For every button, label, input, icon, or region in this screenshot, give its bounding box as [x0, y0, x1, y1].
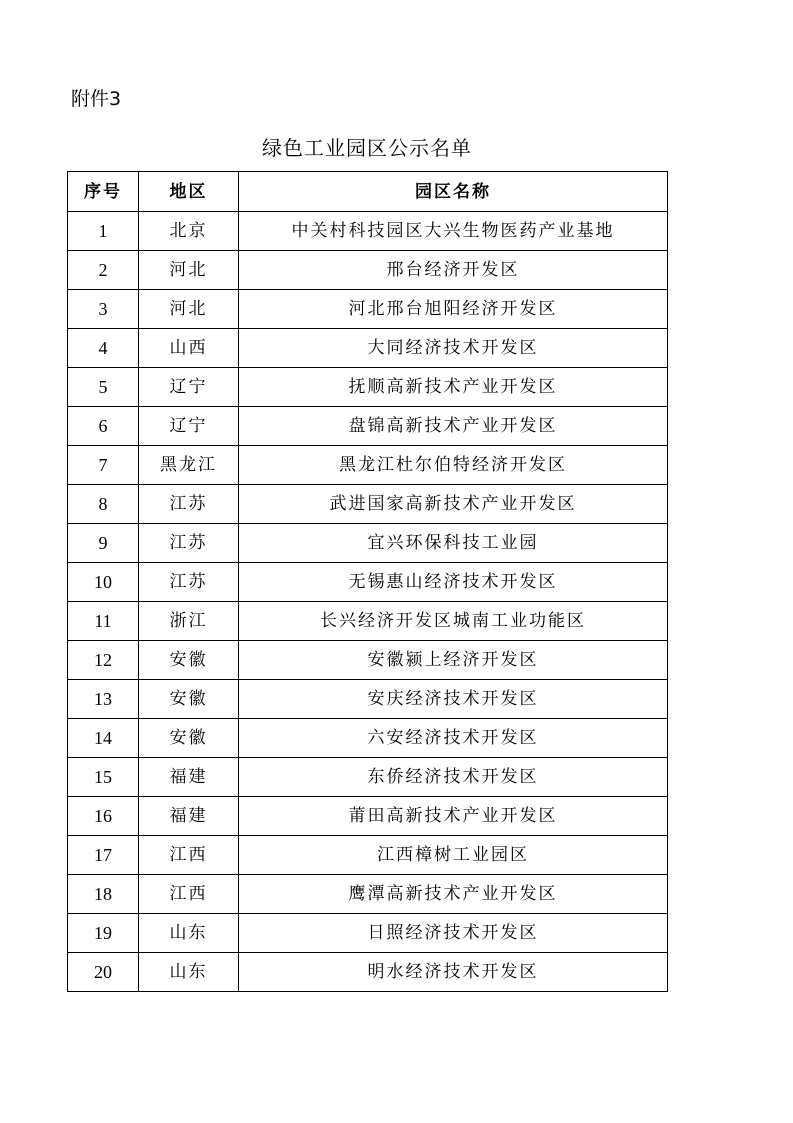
row-park-name: 邢台经济开发区	[239, 251, 668, 290]
table-row	[68, 680, 668, 719]
table-row	[68, 563, 668, 602]
row-region: 江苏	[139, 485, 239, 524]
row-park-name: 无锡惠山经济技术开发区	[239, 563, 668, 602]
table-row	[68, 368, 668, 407]
row-number: 20	[68, 953, 139, 992]
table-row	[68, 329, 668, 368]
row-region: 山西	[139, 329, 239, 368]
table-row	[68, 251, 668, 290]
row-number: 9	[68, 524, 139, 563]
table-row	[68, 875, 668, 914]
row-park-name: 六安经济技术开发区	[239, 719, 668, 758]
row-number: 4	[68, 329, 139, 368]
row-park-name: 安徽颍上经济开发区	[239, 641, 668, 680]
row-park-name: 莆田高新技术产业开发区	[239, 797, 668, 836]
table-body	[68, 212, 668, 992]
row-region: 福建	[139, 758, 239, 797]
row-park-name: 抚顺高新技术产业开发区	[239, 368, 668, 407]
row-park-name: 安庆经济技术开发区	[239, 680, 668, 719]
table-header-row	[68, 172, 668, 212]
row-park-name: 宜兴环保科技工业园	[239, 524, 668, 563]
row-region: 河北	[139, 290, 239, 329]
park-list-table	[67, 171, 668, 992]
row-number: 12	[68, 641, 139, 680]
row-region: 辽宁	[139, 407, 239, 446]
table-row	[68, 953, 668, 992]
row-number: 10	[68, 563, 139, 602]
row-region: 浙江	[139, 602, 239, 641]
table-row	[68, 290, 668, 329]
row-region: 福建	[139, 797, 239, 836]
table-row	[68, 797, 668, 836]
row-park-name: 大同经济技术开发区	[239, 329, 668, 368]
header-region: 地区	[139, 172, 239, 212]
row-park-name: 黑龙江杜尔伯特经济开发区	[239, 446, 668, 485]
table-row	[68, 602, 668, 641]
row-region: 黑龙江	[139, 446, 239, 485]
row-park-name: 明水经济技术开发区	[239, 953, 668, 992]
row-region: 北京	[139, 212, 239, 251]
row-number: 2	[68, 251, 139, 290]
row-number: 16	[68, 797, 139, 836]
row-park-name: 东侨经济技术开发区	[239, 758, 668, 797]
row-region: 安徽	[139, 641, 239, 680]
row-number: 1	[68, 212, 139, 251]
table-row	[68, 212, 668, 251]
row-region: 山东	[139, 914, 239, 953]
row-park-name: 江西樟树工业园区	[239, 836, 668, 875]
row-number: 18	[68, 875, 139, 914]
row-park-name: 中关村科技园区大兴生物医药产业基地	[239, 212, 668, 251]
table-row	[68, 836, 668, 875]
table-row	[68, 446, 668, 485]
row-region: 江西	[139, 875, 239, 914]
row-region: 安徽	[139, 719, 239, 758]
table-row	[68, 719, 668, 758]
row-region: 河北	[139, 251, 239, 290]
row-number: 8	[68, 485, 139, 524]
row-region: 江苏	[139, 563, 239, 602]
row-park-name: 河北邢台旭阳经济开发区	[239, 290, 668, 329]
table-row	[68, 758, 668, 797]
row-number: 17	[68, 836, 139, 875]
table-row	[68, 524, 668, 563]
row-number: 7	[68, 446, 139, 485]
table-row	[68, 485, 668, 524]
row-number: 11	[68, 602, 139, 641]
row-number: 3	[68, 290, 139, 329]
table-row	[68, 407, 668, 446]
row-number: 14	[68, 719, 139, 758]
row-number: 5	[68, 368, 139, 407]
row-region: 江西	[139, 836, 239, 875]
row-region: 安徽	[139, 680, 239, 719]
row-number: 19	[68, 914, 139, 953]
row-park-name: 鹰潭高新技术产业开发区	[239, 875, 668, 914]
table-row	[68, 641, 668, 680]
row-region: 江苏	[139, 524, 239, 563]
document-title: 绿色工业园区公示名单	[262, 136, 472, 160]
attachment-label: 附件3	[71, 88, 122, 110]
row-park-name: 盘锦高新技术产业开发区	[239, 407, 668, 446]
table-row	[68, 914, 668, 953]
header-name: 园区名称	[239, 172, 668, 212]
row-region: 山东	[139, 953, 239, 992]
row-region: 辽宁	[139, 368, 239, 407]
row-number: 6	[68, 407, 139, 446]
row-park-name: 日照经济技术开发区	[239, 914, 668, 953]
row-park-name: 长兴经济开发区城南工业功能区	[239, 602, 668, 641]
row-number: 15	[68, 758, 139, 797]
row-park-name: 武进国家高新技术产业开发区	[239, 485, 668, 524]
header-no: 序号	[68, 172, 139, 212]
row-number: 13	[68, 680, 139, 719]
